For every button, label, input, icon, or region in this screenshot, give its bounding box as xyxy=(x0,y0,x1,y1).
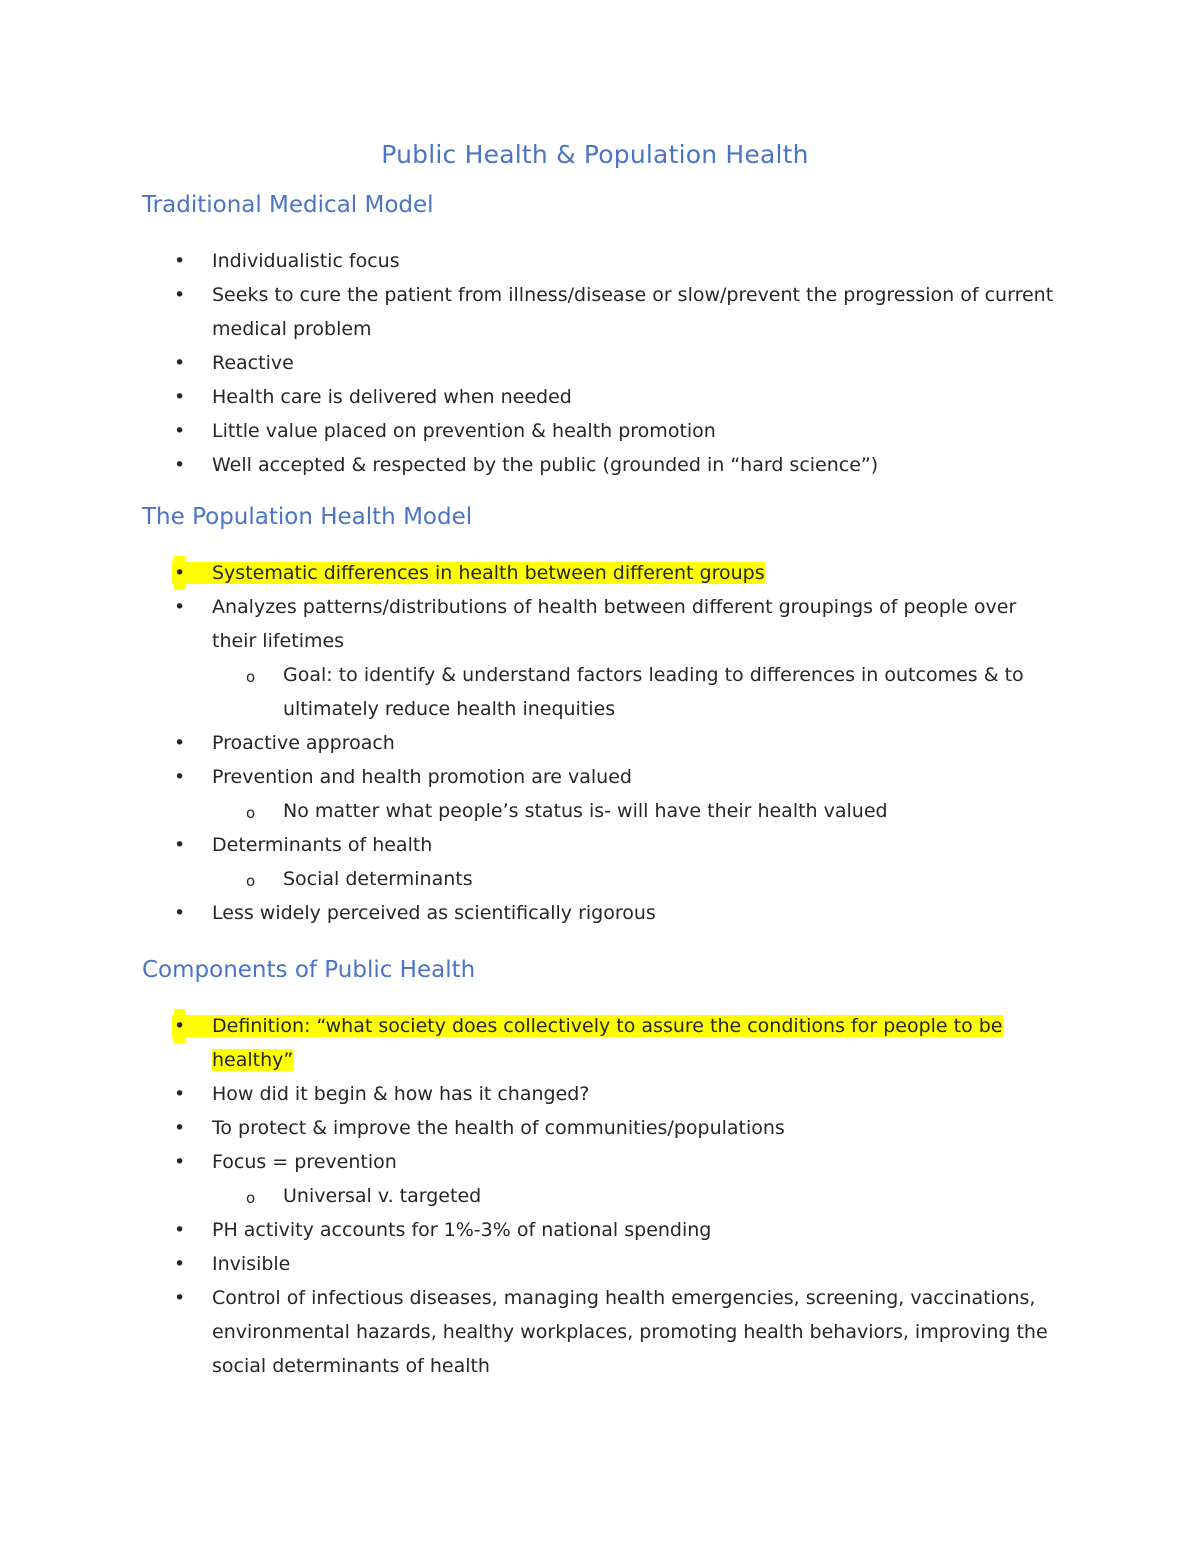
list-item-text: Prevention and health promotion are valued xyxy=(212,766,632,788)
list-item xyxy=(142,1111,1062,1145)
list-item-text: Well accepted & respected by the public (grounded in “hard science”) xyxy=(212,454,879,476)
bullet-icon: • xyxy=(174,556,185,590)
bullet-list xyxy=(142,244,1062,482)
bullet-icon: • xyxy=(174,596,186,618)
list-item xyxy=(142,1281,1062,1383)
bullet-icon: • xyxy=(174,1009,185,1043)
list-item-text: Analyzes patterns/distributions of health between different groupings of people over their lifetimes xyxy=(212,596,1017,652)
sub-bullet-icon: o xyxy=(246,872,256,890)
list-item xyxy=(142,380,1062,414)
list-item xyxy=(142,1213,1062,1247)
bullet-list xyxy=(142,556,1062,930)
bullet-icon: • xyxy=(174,386,186,408)
highlighted-text: Definition: “what society does collectively to assure the conditions for people to be healthy” xyxy=(212,1015,1003,1071)
bullet-icon: • xyxy=(174,1219,186,1241)
list-item xyxy=(142,346,1062,380)
sub-list-item xyxy=(142,862,1062,896)
list-item-highlighted xyxy=(142,556,1062,590)
bullet-icon: • xyxy=(174,732,186,754)
sub-list-item xyxy=(142,658,1062,726)
list-item xyxy=(142,244,1062,278)
section-heading: The Population Health Model xyxy=(142,504,473,530)
list-item-highlighted xyxy=(142,1009,1062,1077)
list-item-text: Proactive approach xyxy=(212,732,395,754)
bullet-icon: • xyxy=(174,420,186,442)
list-item-text: No matter what people’s status is- will have their health valued xyxy=(283,800,888,822)
highlighted-text: Systematic differences in health between different groups xyxy=(212,562,765,584)
list-item-text: Goal: to identify & understand factors leading to differences in outcomes & to ultimately reduce health inequities xyxy=(283,664,1024,720)
bullet-icon: • xyxy=(174,1083,186,1105)
bullet-icon: • xyxy=(174,834,186,856)
bullet-icon: • xyxy=(174,352,186,374)
list-item-text: Focus = prevention xyxy=(212,1151,397,1173)
list-item xyxy=(142,278,1062,346)
bullet-icon: • xyxy=(174,766,186,788)
list-item-text: Universal v. targeted xyxy=(283,1185,482,1207)
bullet-icon: • xyxy=(174,1287,186,1309)
list-item xyxy=(142,896,1062,930)
section-heading: Components of Public Health xyxy=(142,957,476,983)
list-item-text: To protect & improve the health of communities/populations xyxy=(212,1117,785,1139)
section-components-of-public-health xyxy=(142,955,1062,1383)
list-item-text: Little value placed on prevention & health promotion xyxy=(212,420,716,442)
section-heading: Traditional Medical Model xyxy=(142,192,434,218)
list-item-text: PH activity accounts for 1%-3% of national spending xyxy=(212,1219,712,1241)
list-item xyxy=(142,726,1062,760)
sub-bullet-icon: o xyxy=(246,804,256,822)
page-title: Public Health & Population Health xyxy=(381,140,809,169)
list-item-text: Health care is delivered when needed xyxy=(212,386,572,408)
list-item-text: Individualistic focus xyxy=(212,250,400,272)
list-item xyxy=(142,1077,1062,1111)
list-item xyxy=(142,1145,1062,1179)
list-item-text: Determinants of health xyxy=(212,834,433,856)
list-item xyxy=(142,828,1062,862)
list-item xyxy=(142,1247,1062,1281)
list-item xyxy=(142,590,1062,658)
list-item-text: Control of infectious diseases, managing health emergencies, screening, vaccinations, environmental hazards, healthy workplaces, promoting health behaviors, improving the social determinants of health xyxy=(212,1287,1048,1377)
section-traditional-medical-model xyxy=(142,190,1062,482)
bullet-icon: • xyxy=(174,1117,186,1139)
list-item-text: How did it begin & how has it changed? xyxy=(212,1083,590,1105)
list-item-text: Seeks to cure the patient from illness/disease or slow/prevent the progression of current medical problem xyxy=(212,284,1054,340)
sub-list-item xyxy=(142,1179,1062,1213)
bullet-icon: • xyxy=(174,1253,186,1275)
bullet-icon: • xyxy=(174,902,186,924)
list-item xyxy=(142,448,1062,482)
section-population-health-model xyxy=(142,502,1062,930)
bullet-icon: • xyxy=(174,284,186,306)
bullet-icon: • xyxy=(174,250,186,272)
bullet-list xyxy=(142,1009,1062,1383)
list-item-text: Reactive xyxy=(212,352,294,374)
list-item-text: Invisible xyxy=(212,1253,291,1275)
list-item-text: Less widely perceived as scientifically rigorous xyxy=(212,902,656,924)
list-item-text: Social determinants xyxy=(283,868,473,890)
list-item xyxy=(142,414,1062,448)
sub-list-item xyxy=(142,794,1062,828)
list-item xyxy=(142,760,1062,794)
sub-bullet-icon: o xyxy=(246,1189,256,1207)
bullet-icon: • xyxy=(174,454,186,476)
bullet-icon: • xyxy=(174,1151,186,1173)
sub-bullet-icon: o xyxy=(246,668,256,686)
